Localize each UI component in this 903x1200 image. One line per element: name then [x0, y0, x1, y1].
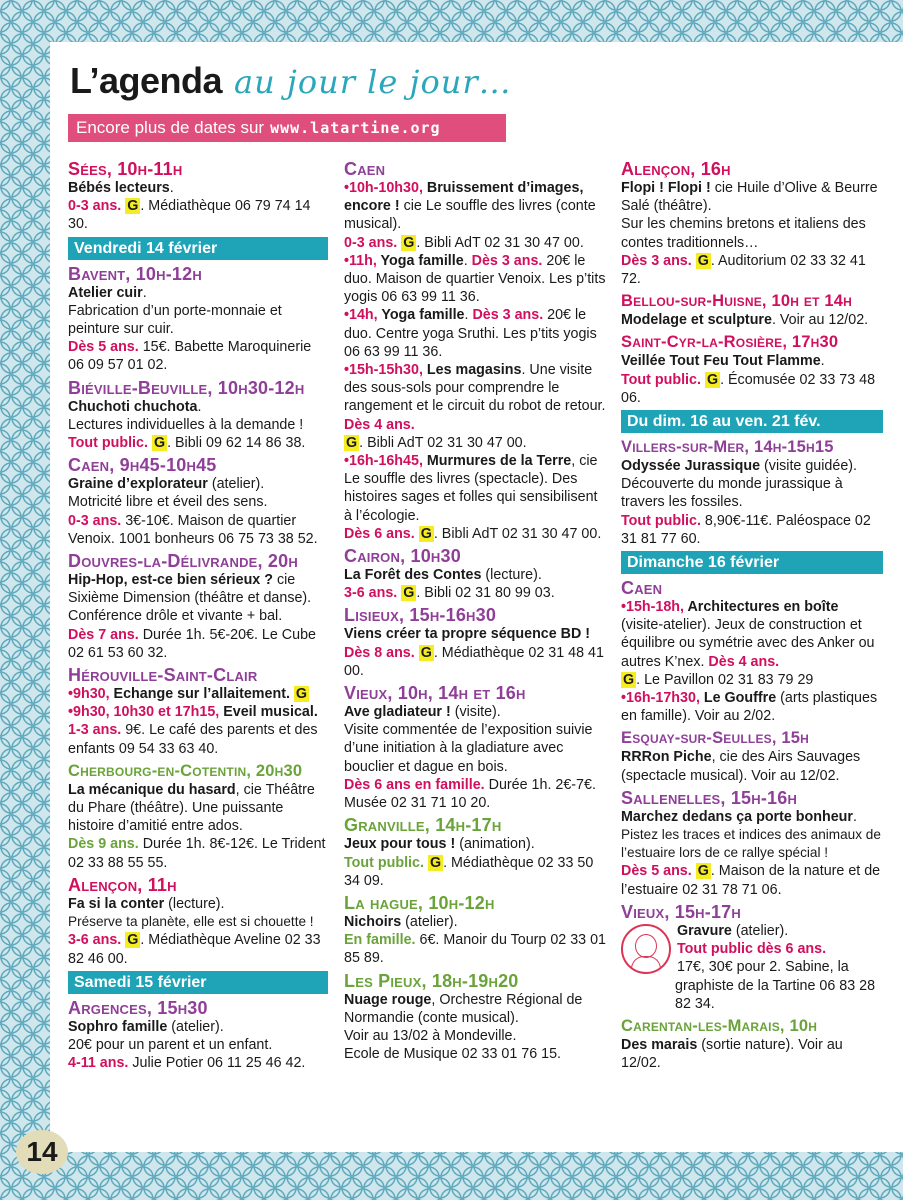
free-badge: G [623, 671, 635, 688]
illustrator-avatar-icon [621, 924, 671, 974]
event-time: •16h-16h45, [344, 453, 423, 470]
event-place: Bellou-sur-Huisne, 10h et 14h [621, 292, 853, 311]
event-extra: . [852, 808, 857, 825]
event-extra: (sortie nature). Voir au 12/02. [621, 1036, 843, 1072]
event-age: Dès 3 ans. [471, 252, 543, 269]
event-title: Nichoirs [344, 913, 402, 930]
event-place: La hague, 10h-12h [344, 892, 495, 913]
event-time: •10h-10h30, [344, 180, 423, 196]
event [621, 159, 883, 288]
title-script: au jour le jour… [234, 63, 512, 101]
event-title: Gravure [677, 922, 732, 939]
event-title: Les magasins [422, 362, 522, 379]
event-title: Murmures de la Terre [422, 453, 572, 470]
event-title: Des marais [621, 1036, 698, 1053]
page-number: 14 [16, 1130, 68, 1174]
event-age: Dès 6 ans. [344, 525, 415, 542]
event [344, 179, 606, 252]
event-info: . Bibli AdT 02 31 30 47 00. [416, 234, 584, 251]
event-place: Cairon, 10h30 [344, 546, 461, 567]
event-extra: (atelier). [731, 922, 789, 939]
event-info: . Maison de la nature et de l’estuaire 02 31 78 71 06. [621, 863, 881, 898]
free-badge: G [295, 686, 308, 703]
event-info: . Écomusée 02 33 73 48 06. [621, 371, 876, 406]
event-place: Carentan-les-Marais, 10h [621, 1016, 818, 1035]
event-age: 0-3 ans. [68, 512, 122, 529]
event-time: •9h30, 10h30 et 17h15, [68, 704, 220, 721]
event-info: . Le Pavillon 02 31 83 79 29 [636, 671, 814, 688]
event-desc: Visite commentée de l’exposition suivie d’une initiation à la gladiature avec bouclier et dague en bois. [344, 722, 593, 775]
event [344, 605, 606, 680]
event-title-extra: , cie Théâtre du Phare (théâtre). Une puissante histoire d’amitié entre ados. [68, 781, 315, 835]
event [68, 551, 328, 662]
event-age: Tout public. [344, 854, 424, 871]
event-title: Echange sur l’allaitement. [109, 686, 290, 703]
event-info: 6€. Manoir du Tourp 02 33 01 85 89. [344, 932, 607, 967]
free-badge: G [429, 854, 442, 871]
event [68, 761, 328, 872]
free-badge: G [706, 371, 719, 388]
event-sep: . [464, 307, 473, 324]
event-desc: Lectures individuelles à la demande ! [68, 416, 304, 433]
event-title-extra: cie Sixième Dimension (théâtre et danse). [68, 572, 312, 607]
event-desc: Voir au 13/02 à Mondeville. [344, 1027, 517, 1044]
event-title: Fa si la conter [68, 895, 165, 912]
event-title-extra: (atelier). [167, 1018, 224, 1035]
event [68, 455, 328, 548]
event-title-extra: (atelier). [207, 476, 265, 493]
event-desc: Conférence drôle et vivante + bal. [68, 608, 283, 625]
day-header: Dimanche 16 février [621, 551, 883, 574]
event-info: . Bibli 02 31 80 99 03. [416, 585, 555, 602]
free-badge: G [697, 252, 709, 269]
event-desc: Découverte du monde jurassique à travers les fossiles. [621, 476, 843, 511]
event-title: La Forêt des Contes [344, 567, 482, 584]
event-age: Dès 5 ans. [621, 863, 692, 880]
event-title: Eveil musical. [219, 704, 318, 721]
free-badge: G [420, 644, 432, 661]
event-info: . Médiathèque 02 31 48 41 00. [344, 644, 604, 679]
event-title: Modelage et sculpture [621, 312, 772, 329]
event: Sées, 10h-11h Bébés lecteurs. 0-3 ans. G . Médiathèque 06 79 74 14 30. [68, 159, 328, 234]
event-title: Atelier cuir [68, 284, 143, 301]
event-age: Dès 6 ans en famille. [344, 776, 485, 793]
event-age: En famille. [344, 932, 416, 949]
event-title: Le Gouffre [699, 690, 777, 707]
event-extra: cie Le souffle des livres (conte musical). [344, 198, 596, 233]
event-desc: . Une visite des sous-sols pour comprendre le rangement et le circuit du robot de retour. [344, 362, 606, 415]
event-place: Alençon, 11h [68, 874, 177, 895]
event-place: Villers-sur-Mer, 14h-15h15 [621, 438, 834, 457]
free-badge: G [127, 198, 139, 215]
event-extra: . [820, 353, 825, 370]
event-title: Yoga famille [376, 252, 464, 269]
event-place: Caen, 9h45-10h45 [68, 455, 217, 476]
event-place: Alençon, 16h [621, 159, 731, 179]
event-place: Lisieux, 15h-16h30 [344, 605, 497, 626]
event [344, 452, 606, 543]
event-title-extra: (lecture). [164, 895, 225, 912]
day-header: Vendredi 14 février [68, 237, 328, 260]
event-extra: cie Huile d’Olive & Beurre Salé (théâtre). [621, 180, 878, 215]
event-age: 3-6 ans. [344, 585, 398, 602]
event-place: Bavent, 10h-12h [68, 263, 202, 284]
event-age: 4-11 ans. [68, 1055, 129, 1072]
column-2 [344, 156, 606, 1063]
event [621, 598, 883, 689]
event-time: •15h-18h, [621, 599, 685, 616]
event: Biéville-Beuville, 10h30-12h Chuchoti chuchota. Lectures individuelles à la demande ! Tout public. G . Bibli 09 62 14 86 38. [68, 378, 328, 453]
event-desc: Sur les chemins bretons et italiens des contes traditionnels… [621, 216, 866, 251]
column-3 [621, 156, 883, 1072]
event-place: Cherbourg-en-Cotentin, 20h30 [68, 761, 303, 780]
event [344, 306, 606, 361]
event-info: 9€. Le café des parents et des enfants 09 54 33 63 40. [68, 722, 318, 757]
event-info: Durée 1h. 5€-20€. Le Cube 02 61 53 60 32. [68, 626, 316, 661]
event-age: 0-3 ans. [344, 234, 398, 251]
event-info: Julie Potier 06 11 25 46 42. [128, 1055, 306, 1072]
event-age: Dès 8 ans. [344, 644, 415, 661]
event-extra: (animation). [455, 836, 535, 853]
event-info: . Médiathèque 02 33 50 34 09. [344, 854, 594, 889]
event-extra: , cie des Airs Sauvages (spectacle musical). Voir au 12/02. [621, 749, 861, 784]
agenda-page [50, 42, 903, 1152]
event [344, 546, 606, 602]
event-title: Nuage rouge [344, 991, 432, 1008]
event [621, 788, 883, 899]
event-title: Graine d’explorateur [68, 476, 208, 493]
event-desc: Ecole de Musique 02 33 01 76 15. [344, 1046, 561, 1063]
event: Bavent, 10h-12h Atelier cuir. Fabrication d’un porte-monnaie et peinture sur cuir. Dès 5 ans. 15€. Babette Maroquinerie 06 09 57 01 02. [68, 264, 328, 375]
event-title: Viens créer ta propre séquence BD ! [344, 626, 591, 643]
event-extra: (atelier). [401, 913, 458, 930]
event-age: 3-6 ans. [68, 932, 122, 949]
event-title: Bébés lecteurs [68, 180, 170, 196]
free-badge: G [127, 932, 139, 949]
event-place: Sallenelles, 15h-16h [621, 787, 798, 808]
event-title: Chuchoti chuchota [68, 398, 198, 415]
event-extra: . Voir au 12/02. [771, 312, 869, 329]
event [621, 1016, 883, 1072]
event-title: RRRon Piche [621, 749, 712, 766]
event-place: Vieux, 15h-17h [621, 901, 741, 922]
event-title: Marchez dedans ça porte bonheur [621, 808, 853, 825]
event-time: •14h, [344, 307, 378, 324]
event [344, 893, 606, 968]
event-place: Caen [344, 159, 386, 179]
event-info: 3€-10€. Maison de quartier Venoix. 1001 bonheurs 06 75 73 38 52. [68, 512, 318, 547]
event-info: . Auditorium 02 33 32 41 72. [621, 252, 866, 288]
event-info: . Bibli AdT 02 31 30 47 00. [359, 434, 527, 451]
event-place: Sées, 10h-11h [68, 159, 183, 179]
event-title: Architectures en boîte [684, 599, 839, 616]
free-badge: G [153, 435, 166, 452]
event-age: Dès 4 ans. [708, 653, 780, 670]
event-title: Bruissement d’images, encore ! [344, 180, 584, 215]
event [68, 998, 328, 1073]
event-info: Durée 1h. 2€-7€. Musée 02 31 71 10 20. [344, 776, 596, 812]
event-info: . Médiathèque 06 79 74 14 30. [68, 198, 311, 233]
event [621, 689, 883, 725]
event-info: . Médiathèque Aveline 02 33 82 46 00. [68, 932, 321, 967]
event-desc: Préserve ta planète, elle est si chouette ! [68, 914, 314, 930]
event-desc: 20€ pour un parent et un enfant. [68, 1036, 273, 1053]
event-place: Esquay-sur-Seulles, 15h [621, 729, 810, 748]
event-info: . Bibli AdT 02 31 30 47 00. [433, 525, 602, 542]
event [344, 971, 606, 1064]
event-title: Hip-Hop, est-ce bien sérieux ? [68, 572, 273, 589]
promo-url[interactable]: www.latartine.org [270, 119, 441, 137]
event [621, 291, 883, 329]
event-place: Caen [621, 578, 663, 599]
event-info: 15€. Babette Maroquinerie 06 09 57 01 02. [68, 339, 312, 374]
event-info: 20€ le duo. Maison de quartier Venoix. Les p’tits yogis 06 63 99 11 36. [344, 252, 606, 306]
event-age: Tout public. [621, 512, 701, 529]
event [621, 332, 883, 407]
event-age: Tout public dès 6 ans. [677, 941, 827, 958]
event-extra: (visite). [450, 704, 501, 721]
event [621, 728, 883, 784]
event-place: Vieux, 10h, 14h et 16h [344, 683, 526, 704]
event-sep: . [463, 252, 472, 269]
event-info: 17€, 30€ pour 2. Sabine, la graphiste de la Tartine 06 83 28 82 34. [675, 959, 876, 1012]
free-badge: G [346, 434, 358, 451]
event-age: Dès 4 ans. [344, 416, 415, 433]
event [621, 902, 883, 1013]
event-title: La mécanique du hasard [68, 781, 236, 798]
event [68, 665, 328, 758]
event-place: Granville, 14h-17h [344, 815, 502, 836]
free-badge: G [420, 525, 432, 542]
event-title: Jeux pour tous ! [344, 836, 456, 853]
event [621, 437, 883, 548]
event-info: 8,90€-11€. Paléospace 02 31 81 77 60. [621, 512, 871, 547]
event-place: Saint-Cyr-la-Rosière, 17h30 [621, 333, 839, 352]
event [344, 683, 606, 812]
page-title [70, 60, 512, 102]
day-header: Du dim. 16 au ven. 21 fév. [621, 410, 883, 433]
event-desc: Motricité libre et éveil des sens. [68, 494, 268, 511]
event-title: Yoga famille [377, 307, 465, 324]
event-age: Dès 3 ans. [621, 252, 692, 269]
promo-text: Encore plus de dates sur [76, 118, 265, 137]
event-age: Dès 3 ans. [472, 307, 544, 324]
free-badge: G [403, 585, 415, 602]
event-extra: (arts plastiques en famille). Voir au 2/02. [621, 690, 878, 725]
event-time: •15h-15h30, [344, 362, 423, 379]
event-extra: (lecture). [481, 567, 542, 584]
event [68, 875, 328, 968]
event-desc: Fabrication d’un porte-monnaie et peinture sur cuir. [68, 302, 282, 338]
event-extra: (visite guidée). [760, 458, 858, 475]
promo-banner[interactable] [68, 114, 506, 142]
event-place: Les Pieux, 18h-19h20 [344, 970, 519, 991]
event-title: Sophro famille [68, 1018, 168, 1035]
event-age: Tout public. [621, 371, 701, 388]
event-age: 1-3 ans. [68, 722, 122, 739]
event-age: Tout public. [68, 435, 148, 452]
event-place: Argences, 15h30 [68, 997, 208, 1018]
event [344, 361, 606, 452]
event-time: •11h, [344, 252, 377, 269]
event-age: Dès 7 ans. [68, 626, 139, 643]
event-desc: Pistez les traces et indices des animaux de l’estuaire lors de ce rallye spécial ! [621, 827, 881, 861]
event-info: . Bibli 09 62 14 86 38. [167, 435, 306, 452]
event-place: Hérouville-Saint-Clair [68, 665, 258, 686]
title-main: L’agenda [70, 60, 223, 101]
event-age: 0-3 ans. [68, 198, 122, 215]
event [344, 252, 606, 307]
event-time: •16h-17h30, [621, 690, 700, 707]
event-info: 20€ le duo. Centre yoga Sruthi. Les p’tits yogis 06 63 99 11 36. [344, 307, 597, 360]
event-title: Veillée Tout Feu Tout Flamme [621, 353, 821, 370]
event-age: Dès 9 ans. [68, 836, 139, 853]
event-age: Dès 5 ans. [68, 339, 139, 356]
event-title: Odyssée Jurassique [621, 458, 761, 475]
event-title: Flopi ! Flopi ! [621, 180, 711, 196]
event-info: Durée 1h. 8€-12€. Le Trident 02 33 88 55 55. [68, 836, 326, 871]
column-1 [68, 156, 328, 1072]
day-header: Samedi 15 février [68, 971, 328, 994]
event-extra: (visite-atelier). Jeux de construction et équilibre ou symétrie avec des Anker ou autres K’nex. [621, 617, 875, 670]
free-badge: G [697, 863, 709, 880]
event [344, 815, 606, 890]
event-place: Biéville-Beuville, 10h30-12h [68, 377, 305, 398]
event-place: Douvres-la-Délivrande, 20h [68, 551, 298, 572]
event-extra: , Orchestre Régional de Normandie (conte musical). [344, 991, 583, 1026]
event-desc: , cie Le souffle des livres (spectacle). Des histoires sages et folles qui sensibilisent à l’écologie. [344, 453, 598, 524]
event-title: Ave gladiateur ! [344, 704, 451, 721]
event-time: •9h30, [68, 686, 110, 703]
free-badge: G [403, 234, 415, 251]
